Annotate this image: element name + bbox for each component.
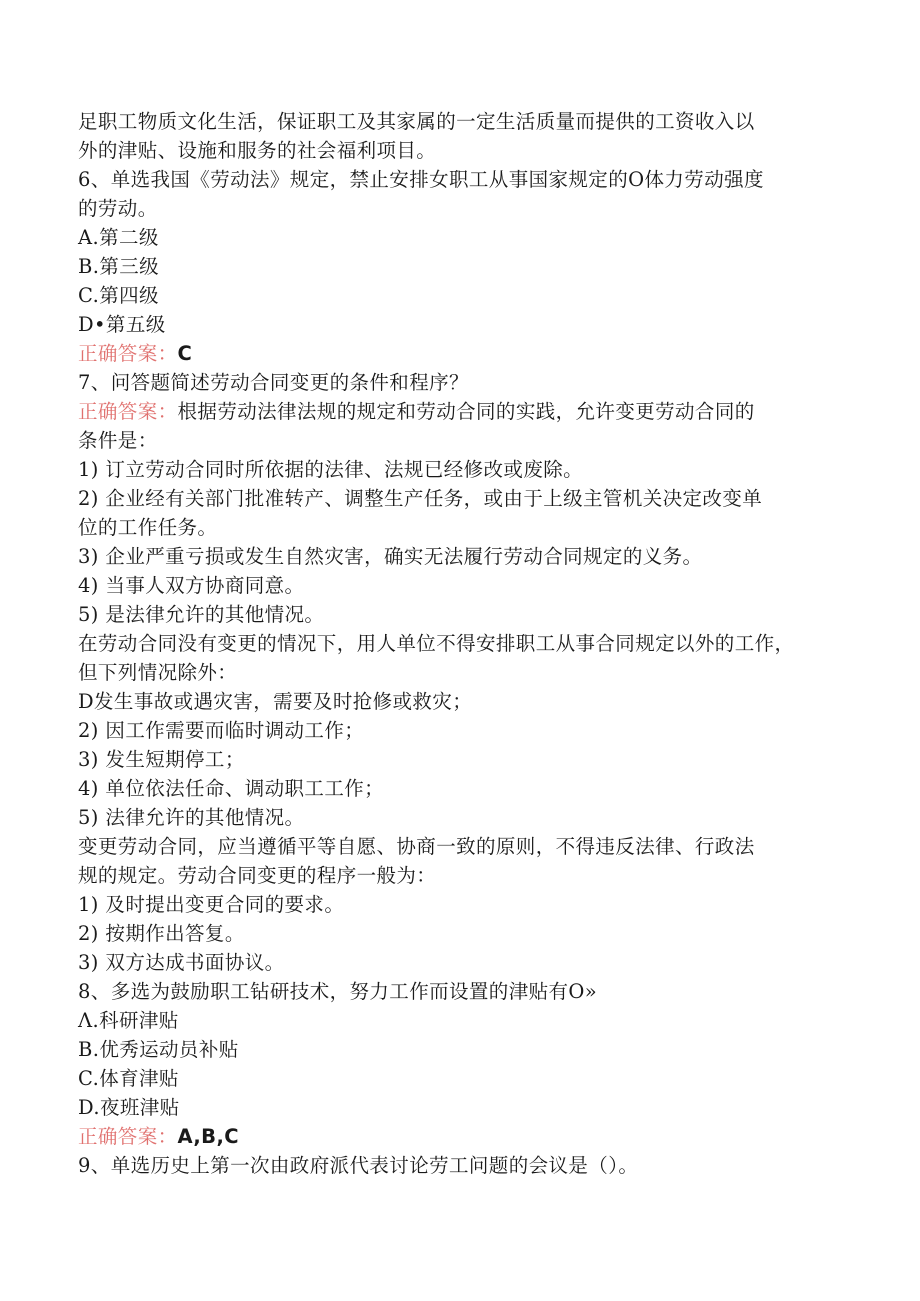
- list-item: 5) 法律允许的其他情况。: [78, 806, 305, 829]
- answer-line: [78, 397, 858, 426]
- text-line: 变更劳动合同，应当遵循平等自愿、协商一致的原则，不得违反法律、行政法: [78, 835, 755, 858]
- answer-label: 正确答案：: [78, 342, 178, 365]
- answer-value: C: [177, 342, 193, 365]
- text-line: 规的规定。劳动合同变更的程序一般为：: [78, 864, 437, 887]
- list-item: 1) 订立劳动合同时所依据的法律、法规已经修改或废除。: [78, 458, 584, 481]
- text-line: 但下列情况除外：: [78, 661, 238, 684]
- question-7: 7、问答题简述劳动合同变更的条件和程序？: [78, 371, 469, 394]
- answer-line: [78, 1122, 858, 1151]
- option-a: Λ.科研津贴: [78, 1009, 179, 1032]
- text-line: 外的津贴、设施和服务的社会福利项目。: [78, 139, 437, 162]
- list-item: 3) 双方达成书面协议。: [78, 951, 285, 974]
- option-c: C.第四级: [78, 284, 159, 307]
- text-line: 的劳动。: [78, 197, 158, 220]
- list-item: 3) 发生短期停工；: [78, 748, 245, 771]
- text-line: 位的工作任务。: [78, 516, 218, 539]
- option-c: C.体育津贴: [78, 1067, 179, 1090]
- text-line: 条件是：: [78, 429, 158, 452]
- document-page: [78, 107, 858, 1180]
- text-line: 足职工物质文化生活，保证职工及其家属的一定生活质量而提供的工资收入以: [78, 110, 755, 133]
- list-item: 1) 及时提出变更合同的要求。: [78, 893, 345, 916]
- list-item: 3) 企业严重亏损或发生自然灾害，确实无法履行劳动合同规定的义务。: [78, 545, 703, 568]
- list-item: 5) 是法律允许的其他情况。: [78, 603, 325, 626]
- answer-label: 正确答案：: [78, 1125, 178, 1148]
- option-b: B.第三级: [78, 255, 160, 278]
- option-b: B.优秀运动员补贴: [78, 1038, 239, 1061]
- answer-value: A,B,C: [177, 1125, 239, 1148]
- list-item: 2) 因工作需要而临时调动工作；: [78, 719, 365, 742]
- list-item: 4) 当事人双方协商同意。: [78, 574, 305, 597]
- question-9: 9、单选历史上第一次由政府派代表讨论劳工问题的会议是（）。: [78, 1154, 639, 1177]
- list-item: 2) 按期作出答复。: [78, 922, 245, 945]
- answer-value: 根据劳动法律法规的规定和劳动合同的实践，允许变更劳动合同的: [177, 400, 755, 423]
- list-item: 4) 单位依法任命、调动职工工作；: [78, 777, 385, 800]
- question-8: 8、多选为鼓励职工钻研技术，努力工作而设置的津贴有O»: [78, 980, 598, 1003]
- option-d: D•第五级: [78, 313, 166, 336]
- option-a: A.第二级: [78, 226, 159, 249]
- list-item: D发生事故或遇灾害，需要及时抢修或救灾；: [78, 690, 473, 713]
- answer-label: 正确答案：: [78, 400, 178, 423]
- list-item: 2) 企业经有关部门批准转产、调整生产任务，或由于上级主管机关决定改变单: [78, 487, 763, 510]
- option-d: D.夜班津贴: [78, 1096, 180, 1119]
- question-6: 6、单选我国《劳动法》规定，禁止安排女职工从事国家规定的O体力劳动强度: [78, 168, 764, 191]
- text-line: 在劳动合同没有变更的情况下，用人单位不得安排职工从事合同规定以外的工作，: [78, 632, 795, 655]
- answer-line: [78, 339, 858, 368]
